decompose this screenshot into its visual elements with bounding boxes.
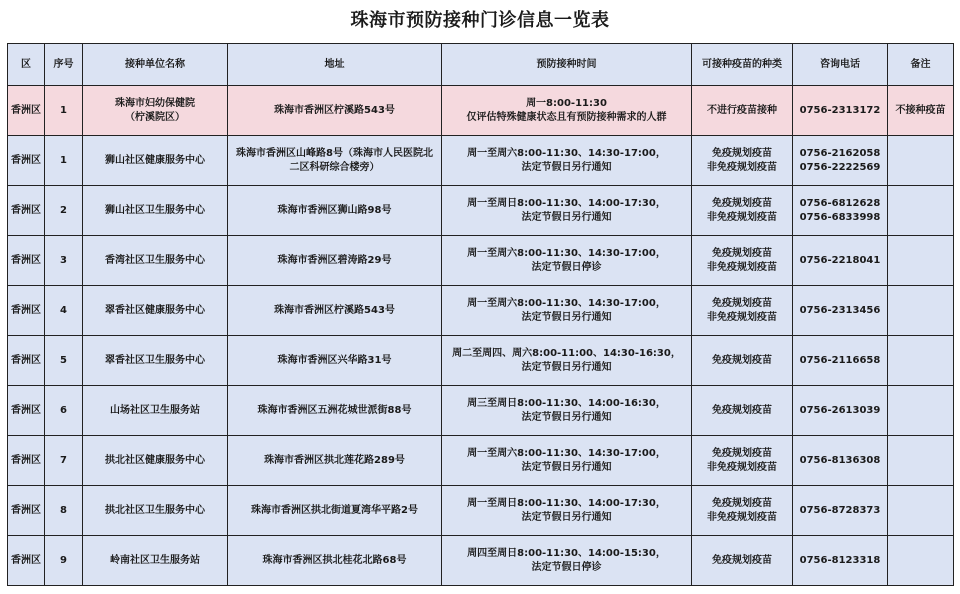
unit-name-line: 翠香社区健康服务中心 <box>105 304 205 316</box>
unit-name-line: 山场社区卫生服务站 <box>110 404 200 416</box>
vaccination-time-cell <box>442 136 692 186</box>
serial-no-cell: 6 <box>45 386 83 436</box>
unit-name-line: （柠溪院区） <box>125 111 185 123</box>
address-cell <box>228 236 442 286</box>
phone-number: 0756-2116658 <box>799 354 881 366</box>
phone-number: 0756-2313172 <box>799 104 881 116</box>
address-line: 珠海市香洲区狮山路98号 <box>277 204 392 216</box>
vaccine-type-line: 免疫规划疫苗 <box>712 297 772 309</box>
remarks-cell <box>888 336 954 386</box>
phone-cell <box>793 136 888 186</box>
vaccine-type-line: 免疫规划疫苗 <box>712 247 772 259</box>
phone-cell <box>793 486 888 536</box>
district-cell: 香洲区 <box>8 436 45 486</box>
phone-number: 0756-8728373 <box>799 504 881 516</box>
address-line: 珠海市香洲区兴华路31号 <box>277 354 392 366</box>
vaccine-types-cell <box>692 236 793 286</box>
table-row <box>8 536 954 586</box>
vaccine-type-line: 非免疫规划疫苗 <box>707 511 777 523</box>
header-unit-name: 接种单位名称 <box>83 44 228 86</box>
remarks-cell <box>888 486 954 536</box>
phone-number: 0756-6812628 <box>799 197 881 209</box>
address-line: 珠海市香洲区拱北莲花路289号 <box>264 454 405 466</box>
vaccine-types-cell <box>692 486 793 536</box>
vaccination-time-line: 法定节假日另行通知 <box>521 411 612 423</box>
remarks-cell <box>888 536 954 586</box>
phone-cell <box>793 86 888 136</box>
address-cell <box>228 136 442 186</box>
vaccine-type-line: 免疫规划疫苗 <box>712 554 772 566</box>
serial-no-cell: 5 <box>45 336 83 386</box>
phone-cell <box>793 436 888 486</box>
table-row <box>8 486 954 536</box>
address-cell <box>228 486 442 536</box>
phone-number: 0756-2162058 <box>799 147 881 159</box>
vaccine-type-line: 免疫规划疫苗 <box>712 197 772 209</box>
page-title: 珠海市预防接种门诊信息一览表 <box>350 10 610 31</box>
phone-number: 0756-2313456 <box>799 304 881 316</box>
serial-no-cell: 1 <box>45 136 83 186</box>
address-cell <box>228 336 442 386</box>
vaccination-time-cell <box>442 486 692 536</box>
vaccine-type-line: 非免疫规划疫苗 <box>707 311 777 323</box>
header-vaccination-time: 预防接种时间 <box>442 44 692 86</box>
address-line: 二区科研综合楼旁） <box>289 161 380 173</box>
vaccine-type-line: 免疫规划疫苗 <box>712 404 772 416</box>
phone-number: 0756-8123318 <box>799 554 881 566</box>
vaccination-time-cell <box>442 536 692 586</box>
phone-cell <box>793 286 888 336</box>
vaccine-type-line: 免疫规划疫苗 <box>712 354 772 366</box>
serial-no-cell: 9 <box>45 536 83 586</box>
vaccination-time-line: 周一至周日8:00-11:30、14:00-17:30， <box>467 497 666 509</box>
address-cell <box>228 536 442 586</box>
vaccine-types-cell <box>692 536 793 586</box>
vaccination-time-line: 法定节假日另行通知 <box>521 461 612 473</box>
vaccination-time-cell <box>442 436 692 486</box>
district-cell: 香洲区 <box>8 186 45 236</box>
vaccine-types-cell <box>692 86 793 136</box>
district-cell: 香洲区 <box>8 86 45 136</box>
address-cell <box>228 186 442 236</box>
table-row <box>8 286 954 336</box>
header-address: 地址 <box>228 44 442 86</box>
vaccine-types-cell <box>692 386 793 436</box>
vaccine-types-cell <box>692 336 793 386</box>
unit-name-line: 拱北社区卫生服务中心 <box>105 504 205 516</box>
unit-name-cell <box>83 436 228 486</box>
unit-name-cell <box>83 536 228 586</box>
vaccination-time-line: 法定节假日停诊 <box>531 261 602 273</box>
unit-name-cell <box>83 236 228 286</box>
serial-no-cell: 3 <box>45 236 83 286</box>
address-line: 珠海市香洲区碧涛路29号 <box>277 254 392 266</box>
table-row <box>8 86 954 136</box>
phone-number: 0756-8136308 <box>799 454 881 466</box>
remarks-cell: 不接种疫苗 <box>888 86 954 136</box>
phone-cell <box>793 236 888 286</box>
header-remarks: 备注 <box>888 44 954 86</box>
phone-number: 0756-2613039 <box>799 404 881 416</box>
vaccination-time-cell <box>442 236 692 286</box>
vaccine-type-line: 非免疫规划疫苗 <box>707 211 777 223</box>
unit-name-cell <box>83 136 228 186</box>
vaccination-time-line: 周一至周日8:00-11:30、14:00-17:30， <box>467 197 666 209</box>
vaccination-time-line: 法定节假日另行通知 <box>521 211 612 223</box>
phone-number: 0756-2218041 <box>799 254 881 266</box>
phone-cell <box>793 336 888 386</box>
address-cell <box>228 86 442 136</box>
serial-no-cell: 1 <box>45 86 83 136</box>
vaccination-time-line: 周一至周六8:00-11:30、14:30-17:00， <box>467 297 666 309</box>
vaccination-time-line: 法定节假日另行通知 <box>521 511 612 523</box>
vaccine-types-cell <box>692 136 793 186</box>
serial-no-cell: 2 <box>45 186 83 236</box>
vaccination-time-line: 法定节假日另行通知 <box>521 311 612 323</box>
vaccine-type-line: 非免疫规划疫苗 <box>707 161 777 173</box>
vaccine-type-line: 非免疫规划疫苗 <box>707 461 777 473</box>
vaccine-types-cell <box>692 286 793 336</box>
table-row <box>8 186 954 236</box>
table-body <box>8 86 954 586</box>
address-line: 珠海市香洲区柠溪路543号 <box>274 104 395 116</box>
district-cell: 香洲区 <box>8 136 45 186</box>
unit-name-cell <box>83 336 228 386</box>
header-serial-no: 序号 <box>45 44 83 86</box>
district-cell: 香洲区 <box>8 486 45 536</box>
district-cell: 香洲区 <box>8 236 45 286</box>
vaccination-time-cell <box>442 286 692 336</box>
table-row <box>8 386 954 436</box>
header-phone: 咨询电话 <box>793 44 888 86</box>
clinic-table <box>7 43 954 586</box>
vaccination-time-line: 周一至周六8:00-11:30、14:30-17:00， <box>467 447 666 459</box>
table-row <box>8 236 954 286</box>
unit-name-cell <box>83 186 228 236</box>
address-cell <box>228 386 442 436</box>
vaccine-type-line: 不进行疫苗接种 <box>707 104 777 116</box>
vaccination-time-line: 周一至周六8:00-11:30、14:30-17:00， <box>467 247 666 259</box>
table-header-row <box>8 44 954 86</box>
unit-name-line: 香湾社区卫生服务中心 <box>105 254 205 266</box>
district-cell: 香洲区 <box>8 286 45 336</box>
unit-name-cell <box>83 486 228 536</box>
vaccination-time-cell <box>442 336 692 386</box>
phone-cell <box>793 186 888 236</box>
vaccination-time-line: 周四至周日8:00-11:30、14:00-15:30， <box>467 547 666 559</box>
remarks-cell <box>888 386 954 436</box>
address-line: 珠海市香洲区五洲花城世派街88号 <box>257 404 412 416</box>
district-cell: 香洲区 <box>8 536 45 586</box>
vaccine-types-cell <box>692 186 793 236</box>
header-vaccine-types: 可接种疫苗的种类 <box>692 44 793 86</box>
unit-name-line: 翠香社区卫生服务中心 <box>105 354 205 366</box>
table-row <box>8 136 954 186</box>
serial-no-cell: 7 <box>45 436 83 486</box>
unit-name-line: 岭南社区卫生服务站 <box>110 554 200 566</box>
district-cell: 香洲区 <box>8 336 45 386</box>
unit-name-line: 拱北社区健康服务中心 <box>105 454 205 466</box>
table-row <box>8 336 954 386</box>
vaccination-time-cell <box>442 386 692 436</box>
vaccination-time-line: 周三至周日8:00-11:30、14:00-16:30， <box>467 397 666 409</box>
unit-name-line: 珠海市妇幼保健院 <box>115 97 195 109</box>
vaccination-time-line: 仅评估特殊健康状态且有预防接种需求的人群 <box>466 111 667 123</box>
vaccination-time-line: 法定节假日另行通知 <box>521 161 612 173</box>
address-cell <box>228 436 442 486</box>
vaccine-type-line: 免疫规划疫苗 <box>712 447 772 459</box>
vaccination-time-line: 法定节假日停诊 <box>531 561 602 573</box>
vaccination-time-line: 周一8:00-11:30 <box>526 97 607 109</box>
remarks-cell <box>888 236 954 286</box>
remarks-cell <box>888 136 954 186</box>
phone-number: 0756-2222569 <box>799 161 881 173</box>
vaccination-time-cell <box>442 86 692 136</box>
vaccine-type-line: 非免疫规划疫苗 <box>707 261 777 273</box>
remarks-cell <box>888 186 954 236</box>
vaccination-time-line: 周二至周四、周六8:00-11:00、14:30-16:30， <box>452 347 681 359</box>
vaccine-type-line: 免疫规划疫苗 <box>712 147 772 159</box>
address-line: 珠海市香洲区拱北桂花北路68号 <box>262 554 407 566</box>
vaccine-type-line: 免疫规划疫苗 <box>712 497 772 509</box>
address-cell <box>228 286 442 336</box>
remarks-cell <box>888 436 954 486</box>
unit-name-cell <box>83 286 228 336</box>
phone-number: 0756-6833998 <box>799 211 881 223</box>
vaccine-types-cell <box>692 436 793 486</box>
unit-name-cell <box>83 86 228 136</box>
remarks-cell <box>888 286 954 336</box>
serial-no-cell: 8 <box>45 486 83 536</box>
serial-no-cell: 4 <box>45 286 83 336</box>
phone-cell <box>793 536 888 586</box>
vaccination-time-line: 周一至周六8:00-11:30、14:30-17:00， <box>467 147 666 159</box>
address-line: 珠海市香洲区拱北街道夏湾华平路2号 <box>251 504 418 516</box>
unit-name-line: 狮山社区健康服务中心 <box>105 154 205 166</box>
unit-name-line: 狮山社区卫生服务中心 <box>105 204 205 216</box>
phone-cell <box>793 386 888 436</box>
vaccination-time-line: 法定节假日另行通知 <box>521 361 612 373</box>
unit-name-cell <box>83 386 228 436</box>
district-cell: 香洲区 <box>8 386 45 436</box>
address-line: 珠海市香洲区山峰路8号（珠海市人民医院北 <box>236 147 433 159</box>
address-line: 珠海市香洲区柠溪路543号 <box>274 304 395 316</box>
table-row <box>8 436 954 486</box>
header-district: 区 <box>8 44 45 86</box>
vaccination-time-cell <box>442 186 692 236</box>
